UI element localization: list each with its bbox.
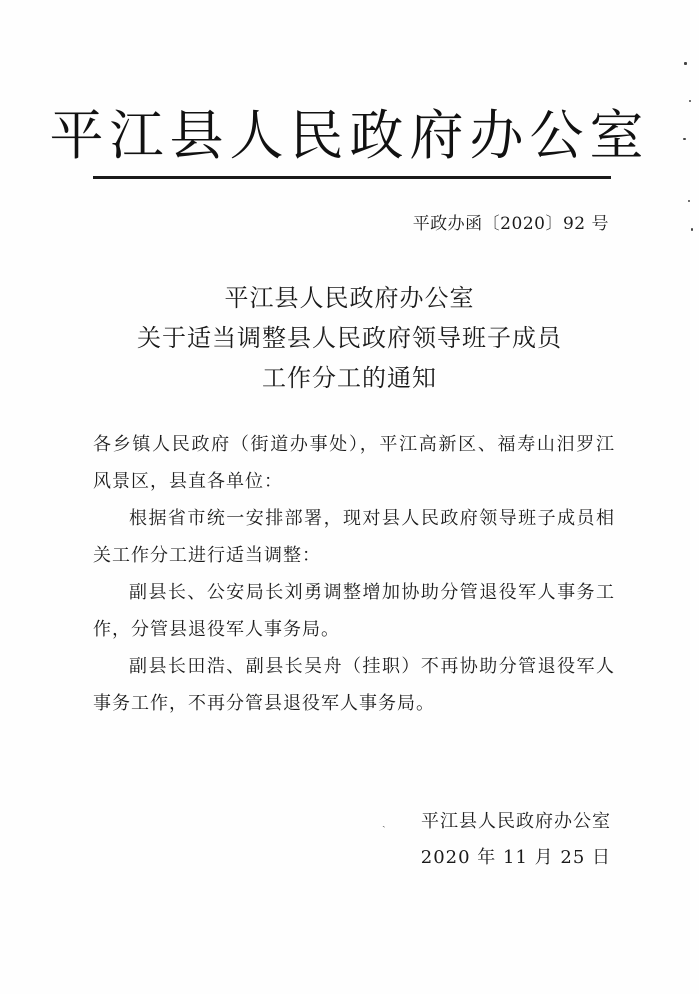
- signature-issuer: 平江县人民政府办公室: [421, 811, 611, 832]
- notice-title-line-3: 工作分工的通知: [262, 364, 437, 392]
- body-paragraph-1: 根据省市统一安排部署，现对县人民政府领导班子成员相关工作分工进行适当调整：: [93, 508, 615, 566]
- signature-block: [421, 804, 611, 876]
- notice-title-line-1: 平江县人民政府办公室: [224, 284, 475, 312]
- scan-artifact-mark: ˎ: [382, 815, 386, 828]
- scan-speck: [691, 228, 693, 231]
- document-number: 平政办函〔2020〕92 号: [412, 214, 609, 234]
- scan-speck: [684, 62, 687, 65]
- notice-title-line-2: 关于适当调整县人民政府领导班子成员: [137, 324, 562, 352]
- letterhead-divider: [93, 176, 611, 179]
- addressee-paragraph: 各乡镇人民政府（街道办事处），平江高新区、福寿山汨罗江风景区，县直各单位：: [93, 434, 615, 492]
- body-paragraph-3: 副县长田浩、副县长吴舟（挂职）不再协助分管退役军人事务工作，不再分管县退役军人事务局。: [93, 656, 615, 714]
- body-paragraph-2: 副县长、公安局长刘勇调整增加协助分管退役军人事务工作，分管县退役军人事务局。: [93, 582, 615, 640]
- scan-speck: [688, 200, 690, 202]
- notice-body: [93, 426, 615, 722]
- notice-title: [0, 278, 699, 398]
- scan-speck: [689, 100, 691, 102]
- scan-speck: [683, 138, 686, 140]
- signature-date: 2020 年 11 月 25 日: [420, 847, 611, 868]
- issuer-letterhead-title: 平江县人民政府办公室: [49, 104, 650, 167]
